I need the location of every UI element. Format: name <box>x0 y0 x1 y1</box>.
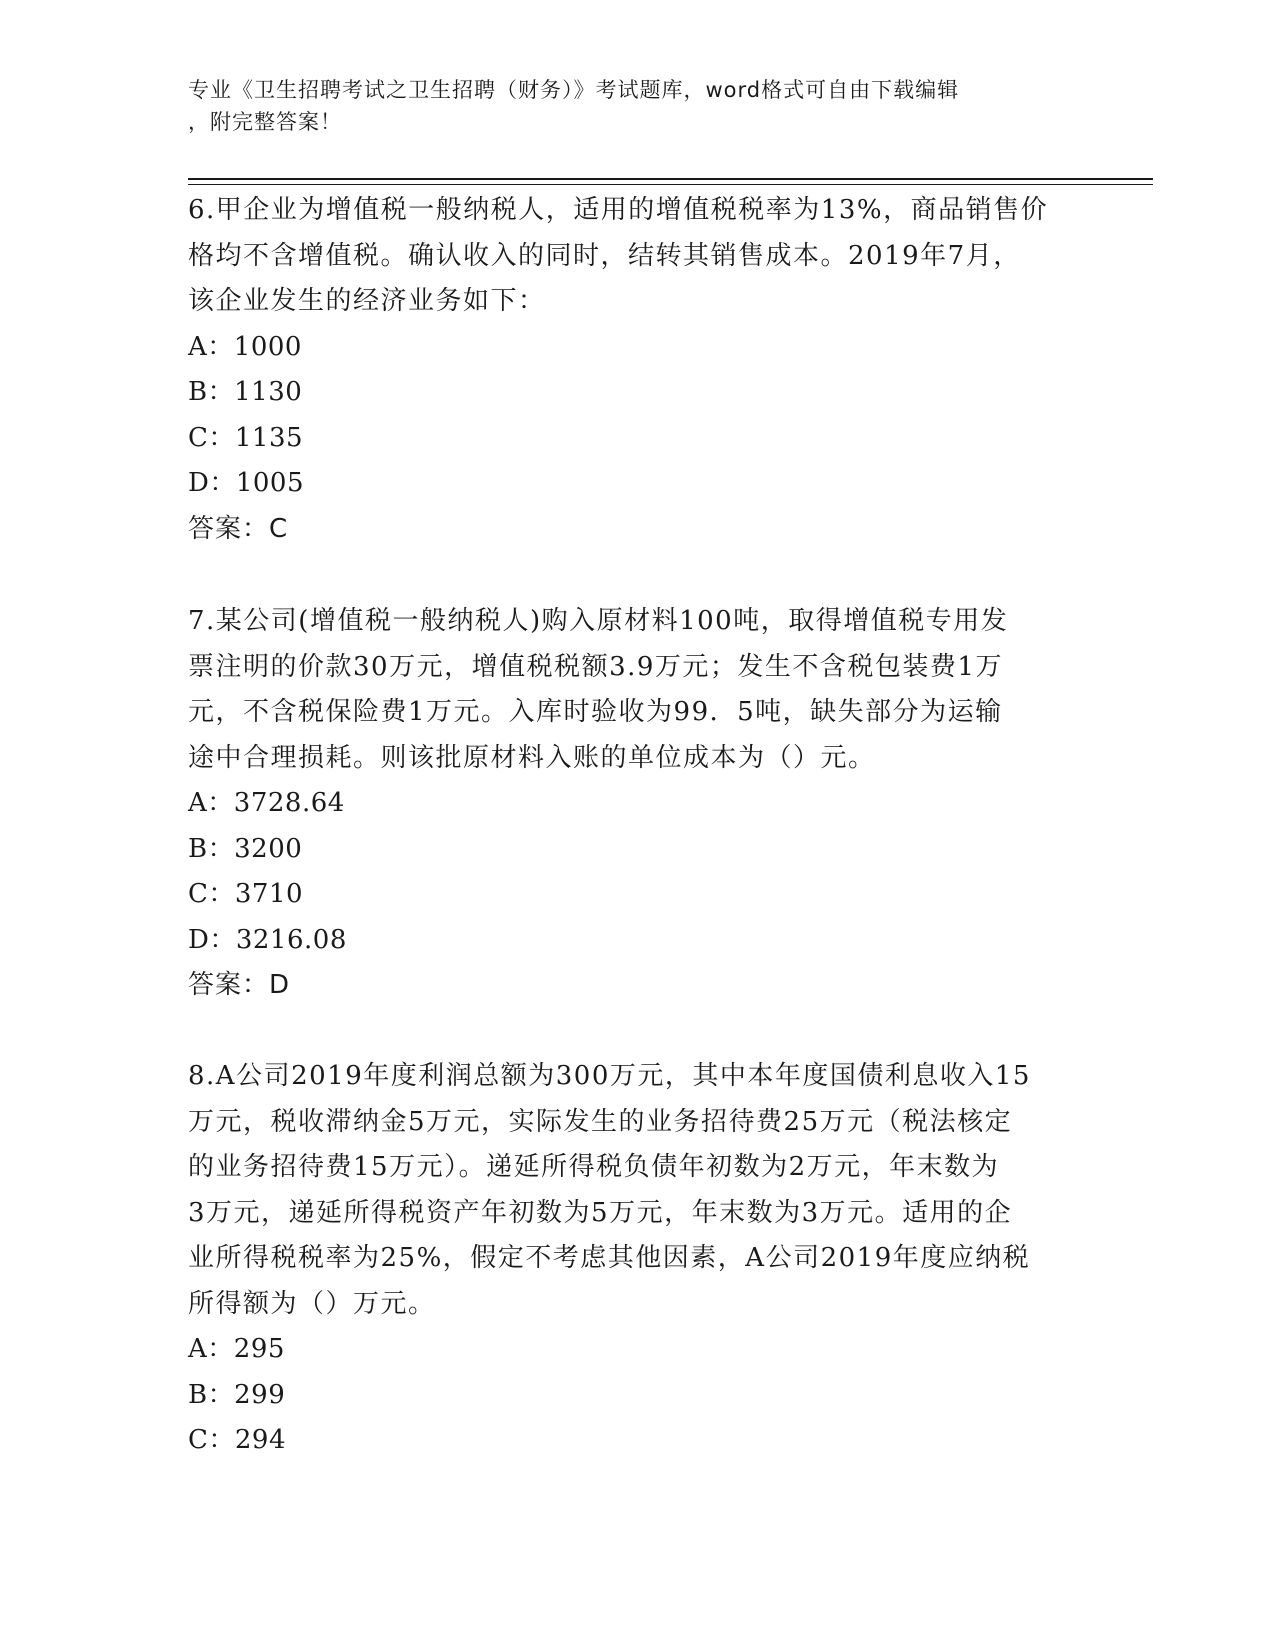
question-text-line: 所得额为（）万元。 <box>188 1288 436 1319</box>
option-c: C：3710 <box>188 879 304 909</box>
option-d: D：1005 <box>188 468 305 498</box>
question-text-line: 票注明的价款30万元，增值税税额3.9万元；发生不含税包装费1万 <box>188 651 1003 682</box>
question-text-line: 3万元，递延所得税资产年初数为5万元，年末数为3万元。适用的企 <box>188 1197 1013 1228</box>
option-a: A：3728.64 <box>188 788 345 818</box>
question-text-line: 元，不含税保险费1万元。入库时验收为99．5吨，缺失部分为运输 <box>188 697 1003 727</box>
option-b: B：1130 <box>188 377 303 407</box>
answer-label: 答案：D <box>188 970 291 1000</box>
question-7 <box>188 599 1088 1009</box>
option-c: C：1135 <box>188 422 304 453</box>
option-a: A：295 <box>188 1334 285 1364</box>
question-text-line: 业所得税税率为25%，假定不考虑其他因素，A公司2019年度应纳税 <box>188 1243 1031 1273</box>
question-6 <box>188 188 1088 552</box>
option-b: B：299 <box>188 1379 286 1410</box>
answer-label: 答案：C <box>188 513 289 544</box>
option-c: C：294 <box>188 1425 287 1455</box>
header-line-1: 专业《卫生招聘考试之卫生招聘（财务）》考试题库，word格式可自由下载编辑 <box>188 78 960 102</box>
question-text-line: 该企业发生的经济业务如下： <box>188 286 546 316</box>
question-text-line: 8.A公司2019年度利润总额为300万元，其中本年度国债利息收入15 <box>188 1061 1031 1091</box>
header-rule-thin <box>188 184 1153 185</box>
question-text-line: 的业务招待费15万元）。递延所得税负债年初数为2万元，年末数为 <box>188 1152 1000 1182</box>
header-line-2: ，附完整答案！ <box>188 110 342 134</box>
question-8 <box>188 1054 1088 1464</box>
option-b: B：3200 <box>188 833 303 864</box>
question-text-line: 万元，税收滞纳金5万元，实际发生的业务招待费25万元（税法核定 <box>188 1106 1013 1137</box>
question-text-line: 途中合理损耗。则该批原材料入账的单位成本为（）元。 <box>188 742 876 773</box>
option-a: A：1000 <box>188 331 302 362</box>
header-rule-thick <box>188 178 1153 180</box>
option-d: D：3216.08 <box>188 924 347 955</box>
question-text-line: 6.甲企业为增值税一般纳税人，适用的增值税税率为13%，商品销售价 <box>188 195 1049 225</box>
question-text-line: 7.某公司(增值税一般纳税人)购入原材料100吨，取得增值税专用发 <box>188 606 1009 636</box>
question-text-line: 格均不含增值税。确认收入的同时，结转其销售成本。2019年7月， <box>188 240 1021 271</box>
document-header <box>188 74 1068 138</box>
